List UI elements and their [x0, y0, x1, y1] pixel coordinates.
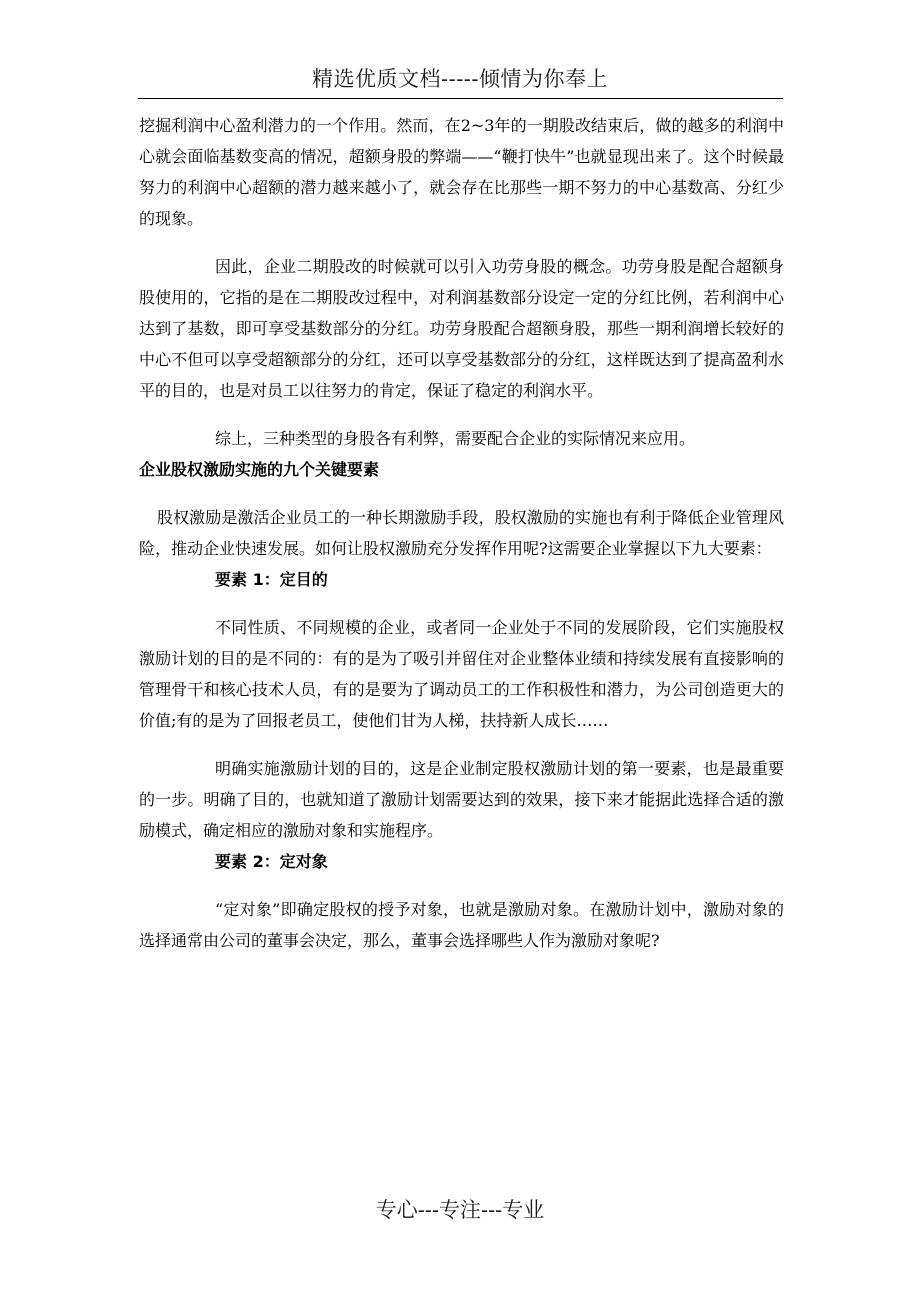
- paragraph-6: 明确实施激励计划的目的，这是企业制定股权激励计划的第一要素，也是最重要的一步。明确了目的，也就知道了激励计划需要达到的效果，接下来才能据此选择合适的激励模式，确定相应的激励对象和实施程序。: [139, 759, 784, 840]
- paragraph-2: 因此，企业二期股改的时候就可以引入功劳身股的概念。功劳身股是配合超额身股使用的，它指的是在二期股改过程中，对利润基数部分设定一定的分红比例，若利润中心达到了基数，即可享受基数部分的分红。功劳身股配合超额身股，那些一期利润增长较好的中心不但可以享受超额部分的分红，还可以享受基数部分的分红，这样既达到了提高盈利水平的目的，也是对员工以往努力的肯定，保证了稳定的利润水平。: [139, 257, 784, 400]
- paragraph-4: 股权激励是激活企业员工的一种长期激励手段，股权激励的实施也有利于降低企业管理风险，推动企业快速发展。如何让股权激励充分发挥作用呢?这需要企业掌握以下九大要素：: [139, 508, 784, 558]
- document-body: [139, 110, 784, 956]
- element-2-title: 要素 2：定对象: [215, 852, 328, 871]
- paragraph-7: “定对象”即确定股权的授予对象，也就是激励对象。在激励计划中，激励对象的选择通常由公司的董事会决定，那么，董事会选择哪些人作为激励对象呢?: [139, 900, 784, 950]
- paragraph-1: 挖掘利润中心盈利潜力的一个作用。然而，在2~3年的一期股改结束后，做的越多的利润中心就会面临基数变高的情况，超额身股的弊端——“鞭打快牛”也就显现出来了。这个时候最努力的利润中心超额的潜力越来越小了，就会存在比那些一期不努力的中心基数高、分红少的现象。: [139, 116, 784, 228]
- header-divider: [138, 98, 783, 99]
- paragraph-5: 不同性质、不同规模的企业，或者同一企业处于不同的发展阶段，它们实施股权激励计划的目的是不同的：有的是为了吸引并留住对企业整体业绩和持续发展有直接影响的管理骨干和核心技术人员，有的是要为了调动员工的工作积极性和潜力，为公司创造更大的价值;有的是为了回报老员工，使他们甘为人梯，扶持新人成长……: [139, 618, 784, 730]
- page-footer: 专心---专注---专业: [375, 1198, 545, 1222]
- page-header: 精选优质文档-----倾情为你奉上: [312, 67, 608, 91]
- section-title: 企业股权激励实施的九个关键要素: [139, 460, 380, 479]
- element-1-title: 要素 1：定目的: [215, 570, 328, 589]
- paragraph-3: 综上，三种类型的身股各有利弊，需要配合企业的实际情况来应用。: [215, 429, 696, 448]
